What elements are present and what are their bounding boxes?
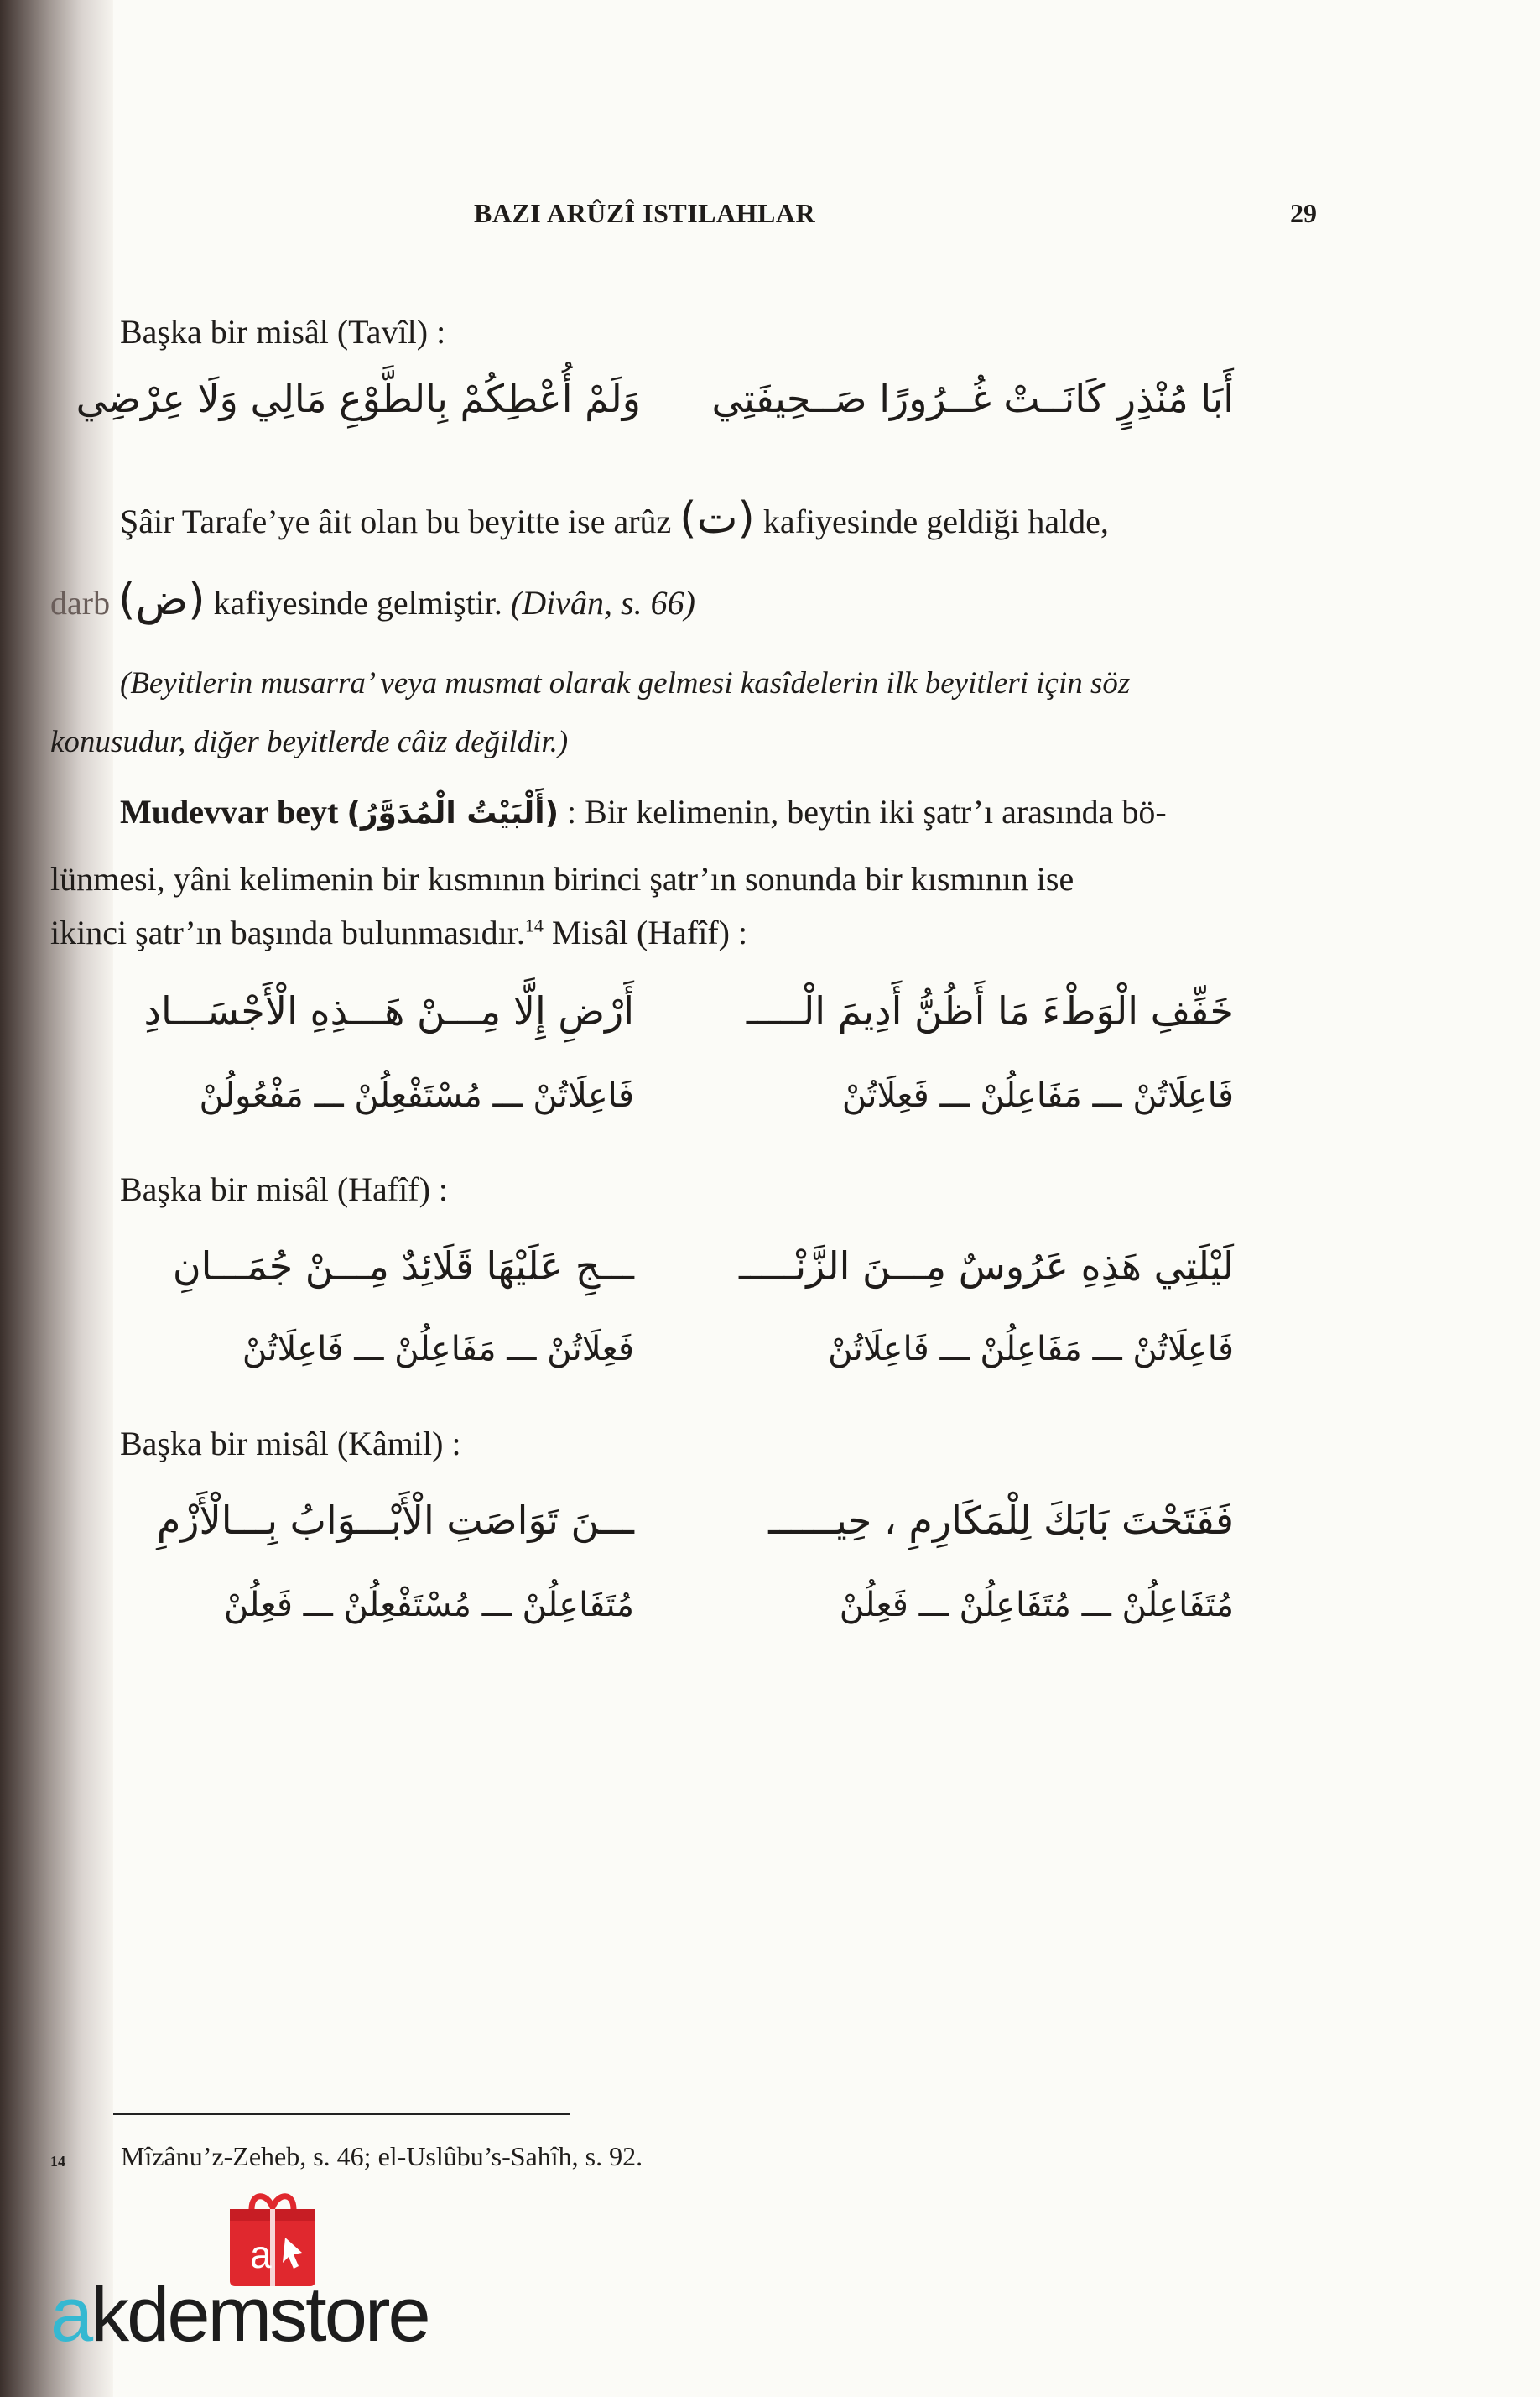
mudevvar-arabic-term: (أَلْبَيْتُ الْمُدَوَّرُ) bbox=[346, 796, 559, 831]
page-number: 29 bbox=[1290, 198, 1317, 228]
svg-text:a: a bbox=[250, 2233, 272, 2276]
mudevvar-line1 bbox=[120, 792, 1167, 831]
note-line2: konusudur, diğer beyitlerde câiz değildir.) bbox=[50, 725, 569, 759]
example3-scansion-right: فَاعِلَاتُنْ ـــ مَفَاعِلُنْ ـــ فَاعِلَاتُنْ bbox=[828, 1330, 1234, 1368]
footnote-text: Mîzânu’z-Zeheb, s. 46; el-Uslûbu’s-Sahîh, s. 92. bbox=[121, 2141, 643, 2171]
para1-line1 bbox=[120, 493, 1109, 544]
mudevvar-line2: lünmesi, yâni kelimenin bir kısmının birinci şatr’ın sonunda bir kısmının ise bbox=[50, 860, 1074, 898]
mudevvar-term: Mudevvar beyt bbox=[120, 793, 339, 831]
mudevvar-line3-after: Misâl (Hafîf) : bbox=[551, 914, 748, 951]
example1-verse-right: أَبَا مُنْذِرٍ كَانَــتْ غُــرُورًا صَــحِيفَتِي bbox=[711, 376, 1234, 421]
example4-scansion-right: مُتَفَاعِلُنْ ـــ مُتَفَاعِلُنْ ـــ فَعِلُنْ bbox=[839, 1586, 1234, 1624]
example3-heading: Başka bir misâl (Hafîf) : bbox=[120, 1170, 448, 1208]
para1-line2 bbox=[50, 575, 695, 625]
example4-verse-right: فَفَتَحْتَ بَابَكَ لِلْمَكَارِمِ ، حِيــــــ bbox=[768, 1498, 1234, 1543]
divan-reference: (Divân, s. 66) bbox=[510, 584, 695, 622]
para1-line2-start: darb bbox=[50, 584, 111, 622]
brand-rest: kdemstore bbox=[91, 2272, 429, 2358]
mudevvar-line3-text: ikinci şatr’ın başında bulunmasıdır. bbox=[50, 914, 525, 951]
para1-line1-before: Şâir Tarafe’ye âit olan bu beyitte ise arûz bbox=[120, 503, 672, 540]
example3-verse-left: ـــجِ عَلَيْهَا قَلَائِدٌ مِـــنْ جُمَـــانِ bbox=[172, 1243, 634, 1289]
footnote-marker: 14 bbox=[50, 2153, 65, 2170]
example4-verse-left: ـــنَ تَوَاصَتِ الْأَبْـــوَابُ بِـــالْأَزْمِ bbox=[156, 1498, 634, 1543]
akdemstore-watermark bbox=[50, 2186, 495, 2362]
example1-verse-left: وَلَمْ أُعْطِكُمْ بِالطَّوْعِ مَالِي وَلَا عِرْضِي bbox=[75, 376, 641, 421]
mudevvar-line3 bbox=[50, 913, 747, 952]
brand-wordmark bbox=[50, 2272, 429, 2358]
mudevvar-definition-start: : Bir kelimenin, beytin iki şatr’ı arasında bö- bbox=[567, 793, 1167, 831]
running-title: BAZI ARÛZÎ ISTILAHLAR bbox=[474, 198, 816, 228]
example4-heading: Başka bir misâl (Kâmil) : bbox=[120, 1425, 461, 1462]
para1-line1-after: kafiyesinde geldiği halde, bbox=[762, 503, 1109, 540]
note-line1: (Beyitlerin musarra’ veya musmat olarak gelmesi kasîdelerin ilk beyitleri için söz bbox=[120, 666, 1131, 701]
example2-verse-right: خَفِّفِ الْوَطْءَ مَا أَظُنُّ أَدِيمَ الْـــــ bbox=[746, 988, 1234, 1034]
example2-scansion-right: فَاعِلَاتُنْ ـــ مَفَاعِلُنْ ـــ فَعِلَاتُنْ bbox=[841, 1076, 1234, 1115]
brand-a: a bbox=[50, 2272, 91, 2358]
example2-scansion-left: فَاعِلَاتُنْ ـــ مُسْتَفْعِلُنْ ـــ مَفْعُولُنْ bbox=[199, 1076, 634, 1115]
example3-scansion-left: فَعِلَاتُنْ ـــ مَفَاعِلُنْ ـــ فَاعِلَاتُنْ bbox=[242, 1330, 634, 1368]
para1-line2-text: kafiyesinde gelmiştir. bbox=[213, 584, 502, 622]
example1-heading: Başka bir misâl (Tavîl) : bbox=[120, 313, 446, 351]
footnote-ref: 14 bbox=[524, 915, 544, 936]
letter-ta: (ت) bbox=[679, 493, 755, 544]
example4-scansion-left: مُتَفَاعِلُنْ ـــ مُسْتَفْعِلُنْ ـــ فَعِلُنْ bbox=[223, 1586, 634, 1624]
example2-verse-left: أَرْضِ إِلَّا مِـــنْ هَـــذِهِ الْأَجْسَـــادِ bbox=[143, 988, 634, 1034]
footnote-rule bbox=[113, 2113, 570, 2115]
letter-dad: (ض) bbox=[118, 575, 206, 625]
example3-verse-right: لَيْلَتِي هَذِهِ عَرُوسٌ مِـــنَ الزَّنْـــــ bbox=[739, 1243, 1234, 1289]
